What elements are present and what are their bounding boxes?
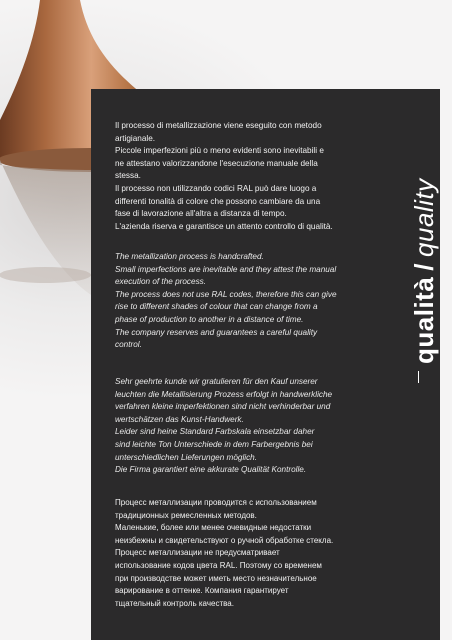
- text-line: использование кодов цвета RAL. Поэтому со временем: [115, 560, 322, 570]
- text-line: Die Firma garantiert eine akkurate Qualität Kontrolle.: [115, 465, 307, 475]
- english-paragraph: [115, 251, 377, 352]
- russian-paragraph: [115, 497, 377, 610]
- text-line: L'azienda riserva e garantisce un attento controllo di qualità.: [115, 221, 333, 231]
- text-line: rise to different shades of colour that can change from a: [115, 302, 318, 312]
- text-line: тщательный контроль качества.: [115, 598, 234, 608]
- text-line: Il processo non utilizzando codici RAL può dare luogo a: [115, 183, 317, 193]
- text-line: Piccole imperfezioni più o meno evidenti sono inevitabili e: [115, 146, 324, 156]
- german-paragraph: [115, 376, 377, 477]
- text-line: sind leichte Ton Unterschiede in dem Farbergebnis bei: [115, 439, 313, 449]
- text-panel: [91, 89, 440, 640]
- text-line: варирование в оттенке. Компания гарантирует: [115, 586, 289, 596]
- text-line: Il processo di metallizzazione viene eseguito con metodo: [115, 121, 322, 130]
- text-line: execution of the process.: [115, 277, 207, 287]
- text-line: ne attestano valorizzandone l'esecuzione manuale della: [115, 158, 318, 168]
- text-line: при производстве может иметь место незначительное: [115, 573, 317, 583]
- text-line: phase of production to another in a distance of time.: [115, 314, 304, 324]
- text-line: Sehr geehrte kunde wir gratulieren für den Kauf unserer: [115, 377, 318, 386]
- text-line: verfahren kleine imperfektionen sind nicht verhinderbar und: [115, 402, 331, 412]
- text-line: The metallization process is handcrafted.: [115, 252, 264, 261]
- text-line: differenti tonalità di colore che possono cambiare da una: [115, 196, 321, 206]
- text-line: fase di lavorazione all'altra a distanza di tempo.: [115, 209, 287, 219]
- vertical-section-heading: [409, 117, 449, 397]
- heading-rule: [418, 371, 419, 383]
- text-line: традиционных ремесленных методов.: [115, 510, 257, 520]
- text-line: The process does not use RAL codes, therefore this can give: [115, 289, 337, 299]
- text-line: Small imperfections are inevitable and they attest the manual: [115, 264, 337, 274]
- text-line: Процесс металлизации не предусматривает: [115, 548, 280, 558]
- text-line: Процесс металлизации проводится с использованием: [115, 498, 317, 507]
- text-line: unterschiedlichen Lieferungen möglich.: [115, 452, 258, 462]
- text-line: control.: [115, 340, 142, 350]
- text-line: wertschätzen das Kunst-Handwerk.: [115, 414, 244, 424]
- text-line: leuchten die Metallisierung Prozess erfolgt in handwerkliche: [115, 389, 333, 399]
- text-line: Маленькие, более или менее очевидные недостатки: [115, 523, 312, 533]
- text-line: stessa.: [115, 171, 141, 181]
- text-line: неизбежны и свидетельствуют о ручной обработке стекла.: [115, 535, 334, 545]
- heading-secondary: quality: [409, 178, 439, 257]
- text-line: Leider sind heine Standard Farbskala einsetzbar daher: [115, 427, 315, 437]
- italian-paragraph: [115, 120, 377, 233]
- heading-separator: /: [409, 262, 439, 271]
- text-line: artigianale.: [115, 133, 156, 143]
- text-line: The company reserves and guarantees a careful quality: [115, 327, 318, 337]
- heading-primary: qualità: [409, 276, 439, 364]
